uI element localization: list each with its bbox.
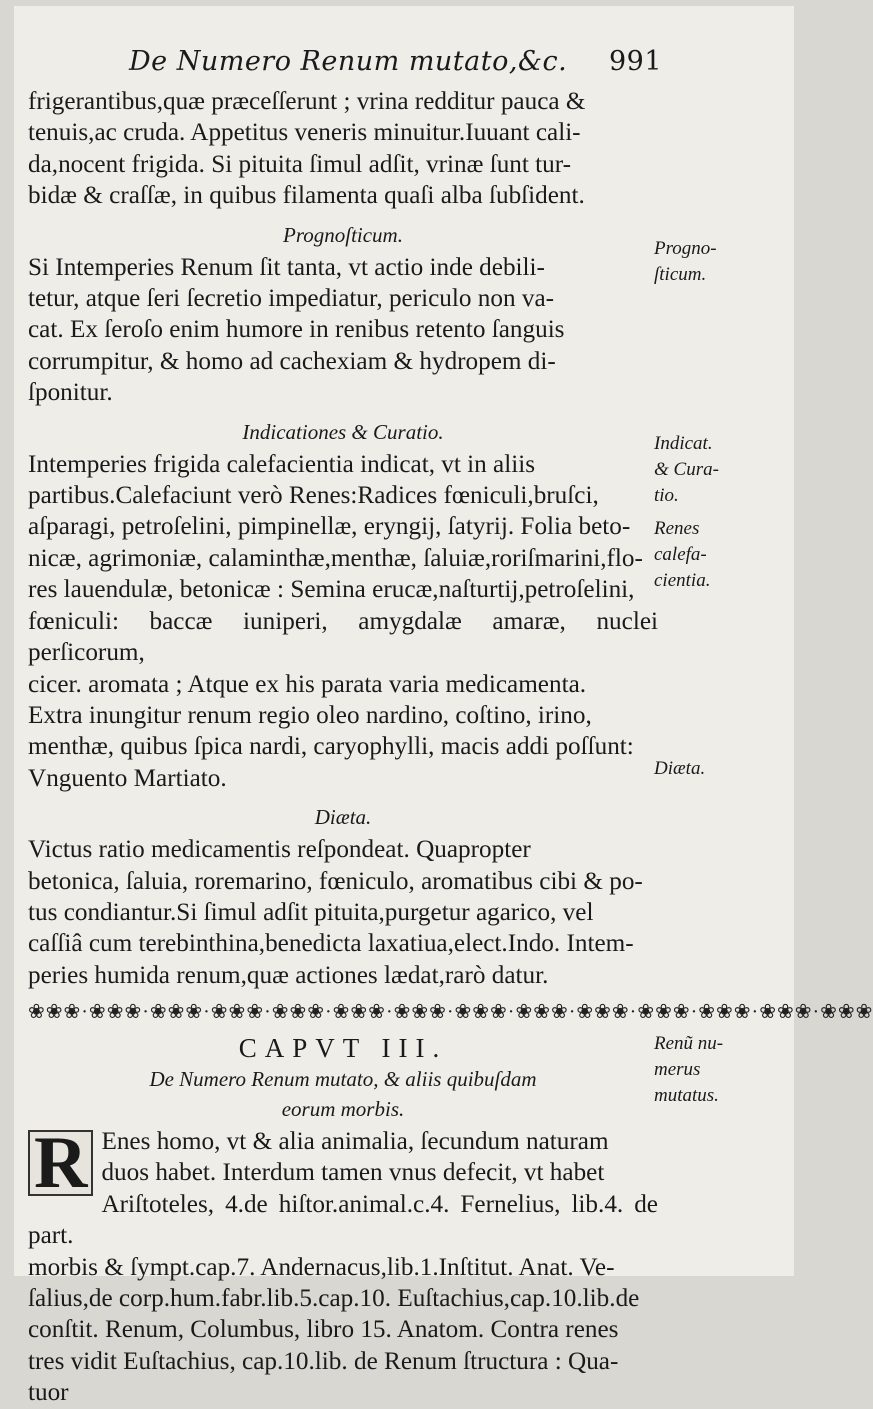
text-line: Si Intemperies Renum ſit tanta, vt actio inde debili- xyxy=(28,253,545,281)
text-line: ſponitur. xyxy=(28,379,113,407)
text-line: res lauendulæ, betonicæ : Semina erucæ,naſturtij,petroſelini, xyxy=(28,576,635,604)
text-line: Victus ratio medicamentis reſpondeat. Quapropter xyxy=(28,836,531,864)
text-line: caſſiâ cum terebinthina,benedicta laxatiua,elect.Indo. Intem- xyxy=(28,930,634,958)
drop-capital: R xyxy=(28,1130,93,1196)
margin-note-prognosticum: Progno- ſticum. xyxy=(654,238,717,285)
text-line: conſtit. Renum, Columbus, libro 15. Anatom. Contra renes xyxy=(28,1316,619,1344)
text-line: cicer. aromata ; Atque ex his parata varia medicamenta. xyxy=(28,670,587,698)
text-line: tenuis,ac cruda. Appetitus veneris minuitur.Iuuant cali- xyxy=(28,119,581,147)
margin-note-indicatio: Indicat. & Cura- tio. xyxy=(654,433,719,506)
text-line: ſalius,de corp.hum.fabr.lib.5.cap.10. Euſtachius,cap.10.lib.de xyxy=(28,1285,640,1312)
chapter-subtitle: De Numero Renum mutato, & aliis quibuſdam xyxy=(149,1066,537,1091)
text-line: Extra inungitur renum regio oleo nardino, coſtino, irino, xyxy=(28,701,592,729)
text-line: frigerantibus,quæ præceſſerunt ; vrina redditur pauca & xyxy=(28,88,586,115)
text-line: nicæ, agrimoniæ, calaminthæ,menthæ, ſaluiæ,roriſmarini,flo- xyxy=(28,544,643,572)
section-heading-prognosticum: Prognoſticum. xyxy=(283,222,403,247)
running-title: De Numero Renum mutato,&c. xyxy=(129,46,568,77)
text-line: duos habet. Interdum tamen vnus defecit, vt habet xyxy=(101,1159,605,1187)
text-line: peries humida renum,quæ actiones lædat,rarò datur. xyxy=(28,961,549,989)
margin-note-diaeta: Diæta. xyxy=(654,758,706,779)
text-line: tetur, atque ſeri ſecretio impediatur, periculo non va- xyxy=(28,285,555,313)
text-line: cat. Ex ſeroſo enim humore in renibus retento ſanguis xyxy=(28,316,565,344)
text-line: Ariſtoteles, 4.de hiſtor.animal.c.4. Fernelius, lib.4. de part. xyxy=(28,1190,658,1250)
chapter-heading: CAPVT III. xyxy=(238,1032,448,1063)
text-line: corrumpitur, & homo ad cachexiam & hydropem di- xyxy=(28,347,556,375)
running-header xyxy=(129,46,689,77)
catchword: tuor xyxy=(28,1379,69,1407)
text-line: partibus.Calefaciunt verò Renes:Radices fœniculi,bruſci, xyxy=(28,482,599,510)
text-line: bidæ & craſſæ, in quibus filamenta quaſi alba ſubſident. xyxy=(28,182,585,210)
text-line: betonica, ſaluia, roremarino, fœniculo, aromatibus cibi & po- xyxy=(28,867,643,895)
section-heading-indicationes: Indicationes & Curatio. xyxy=(242,419,444,444)
text-line: tus condiantur.Si ſimul adſit pituita,purgetur agarico, vel xyxy=(28,898,594,926)
text-line: aſparagi, petroſelini, pimpinellæ, eryngij, ſatyrij. Folia beto- xyxy=(28,513,631,541)
page-number: 991 xyxy=(609,46,663,77)
text-line: Enes homo, vt & alia animalia, ſecundum naturam xyxy=(101,1127,609,1155)
section-heading-diaeta: Diæta. xyxy=(314,805,372,830)
text-line: tres vidit Euſtachius, cap.10.lib. de Renum ſtructura : Qua- xyxy=(28,1347,619,1375)
chapter-subtitle-2: eorum morbis. xyxy=(281,1096,405,1121)
text-line: menthæ, quibus ſpica nardi, caryophylli, macis addi poſſunt: xyxy=(28,733,634,761)
text-line: fœniculi: baccæ iuniperi, amygdalæ amaræ, nuclei perſicorum, xyxy=(28,607,658,667)
text-line: Intemperies frigida calefacientia indicat, vt in aliis xyxy=(28,450,536,478)
text-line: Vnguento Martiato. xyxy=(28,764,227,792)
margin-note-renes: Renes calefa- cientia. xyxy=(654,518,711,591)
ornamental-divider: ❀❀❀·❀❀❀·❀❀❀·❀❀❀·❀❀❀·❀❀❀·❀❀❀·❀❀❀·❀❀❀·❀❀❀·❀❀❀·❀❀❀·❀❀❀·❀❀❀ xyxy=(28,1001,873,1024)
text-line: morbis & ſympt.cap.7. Andernacus,lib.1.Inſtitut. Anat. Ve- xyxy=(28,1253,615,1281)
book-page xyxy=(14,6,873,1407)
margin-note-renum-numerus: Renũ nu- merus mutatus. xyxy=(654,1033,724,1106)
text-line: da,nocent frigida. Si pituita ſimul adſit, vrinæ ſunt tur- xyxy=(28,150,572,178)
